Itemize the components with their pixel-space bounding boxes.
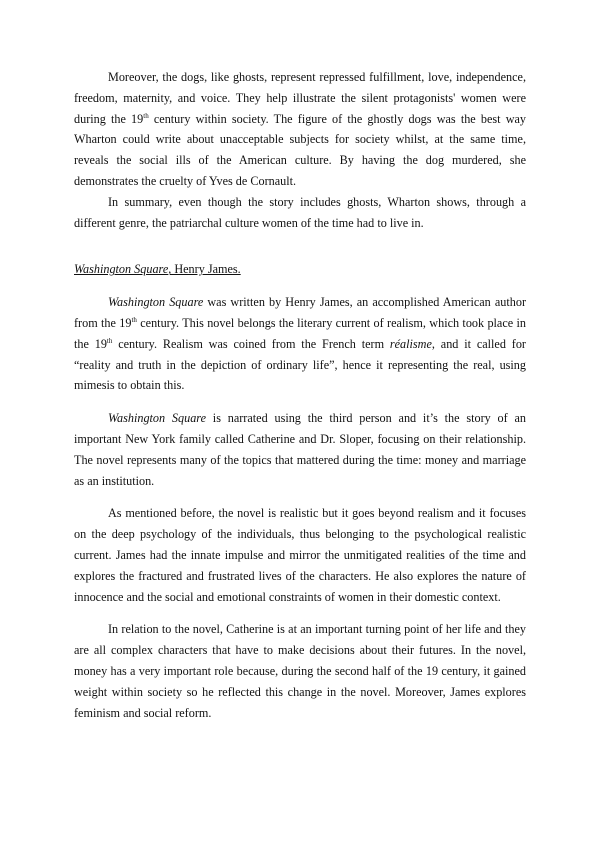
text: , and it called for “reality and truth in the depiction of ordinary life”, hence it representing the real, using mimesis to obtain this. — [74, 336, 526, 393]
text: century. Realism was coined from the French term — [112, 336, 390, 351]
book-title: Washington Square — [108, 295, 204, 310]
heading-title: Washington Square, Henry James. — [74, 262, 241, 277]
paragraph-narration — [74, 408, 526, 491]
paragraph-intro — [74, 292, 526, 396]
superscript: th — [131, 315, 137, 324]
italic-term: réalisme — [389, 336, 432, 351]
paragraph-summary: In summary, even though the story includes ghosts, Wharton shows, through a different genre, the patriarchal culture women of the time had to live in. — [74, 194, 526, 230]
text: Moreover, the dogs, like ghosts, represent repressed fulfillment, love, independence, freedom, maternity, and voice. They help illustrate the silent protagonists' women were during the 19 — [74, 70, 526, 126]
section-heading — [74, 259, 526, 280]
paragraph-realism: As mentioned before, the novel is realistic but it goes beyond realism and it focuses on the deep psychology of the individuals, thus belonging to the psychological realistic current. James had the innate impulse and mirror the unmitigated realities of the time and explores the fractured and frustrated lives of the characters. He also explores the nature of innocence and the social and emotional constraints of women in their domestic context. — [74, 506, 526, 604]
superscript: th — [143, 111, 149, 120]
text: century within society. The figure of the ghostly dogs was the best way Wharton could write about unacceptable subjects for society whilst, at the same time, reveals the social ills of the American culture. By having the dog murdered, she demonstrates the cruelty of Yves de Cornault. — [74, 111, 526, 188]
paragraph-catherine: In relation to the novel, Catherine is at an important turning point of her life and they are all complex characters that have to make decisions about their futures. In the novel, money has a very important role because, during the second half of the 19 century, it gained weight within society so he reflected this change in the novel. Moreover, James explores feminism and social reform. — [74, 622, 526, 720]
text: century. This novel belongs the literary current of realism, which took place in the 19 — [74, 315, 526, 351]
text: was written by Henry James, an accomplished American author from the 19 — [74, 295, 526, 330]
superscript: th — [106, 336, 113, 345]
text: is narrated using the third person and it’s the story of an important New York family called Catherine and Dr. Sloper, focusing on their relationship. The novel represents many of the topics that mattered during the time: money and marriage as an institution. — [74, 411, 526, 488]
paragraph-dogs-ghosts — [74, 67, 526, 192]
book-title: Washington Square — [108, 411, 206, 426]
